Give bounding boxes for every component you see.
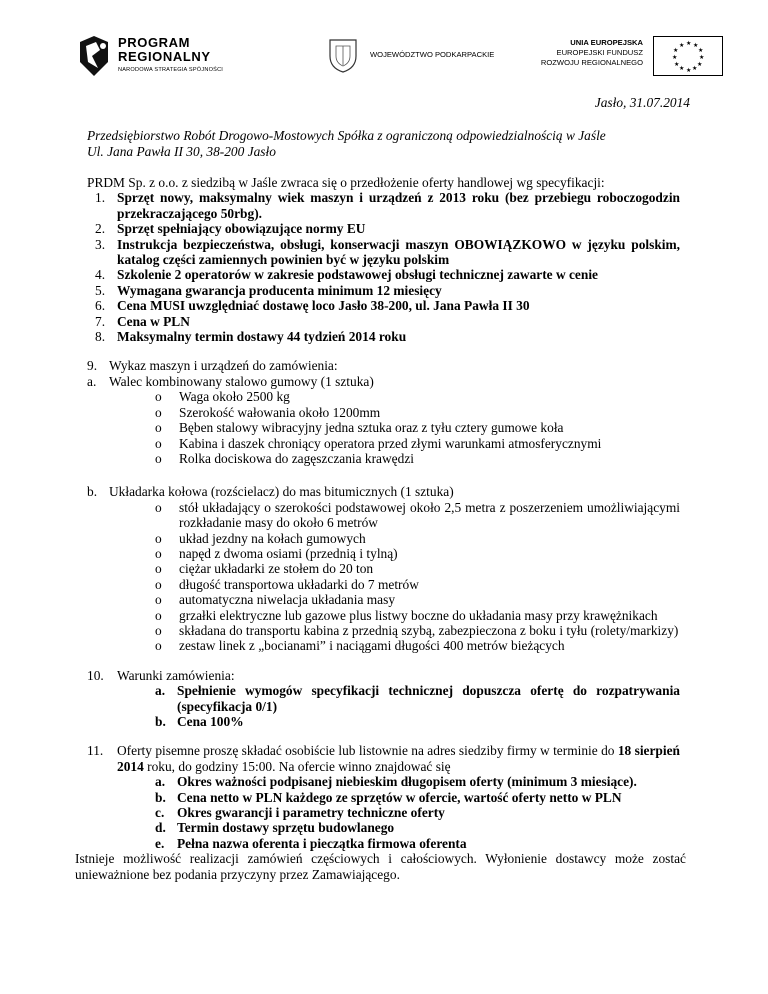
program-regionalny-emblem-icon — [74, 34, 114, 78]
addressee-line1: Przedsiębiorstwo Robót Drogowo-Mostowych Spółka z ograniczoną odpowiedzialnością w Jaśle — [87, 128, 606, 143]
conditions-heading: 10. Warunki zamówienia: — [87, 667, 235, 683]
svg-text:★: ★ — [693, 42, 699, 49]
offers-heading: 11. Oferty pisemne proszę składać osobiście lub listownie na adres siedziby firmy w terminie do 18 sierpień 2014 roku, do godziny 15:00. Na ofercie winno znajdować się — [87, 743, 680, 774]
addressee-line2: Ul. Jana Pawła II 30, 38-200 Jasło — [87, 144, 276, 159]
requirements-list — [87, 190, 680, 344]
condition-item: b. Cena 100% — [155, 714, 244, 729]
svg-text:★: ★ — [699, 54, 705, 61]
addressee-block — [87, 128, 606, 160]
conditions-list — [87, 683, 680, 729]
ue-line1: UNIA EUROPEJSKA — [570, 38, 643, 47]
list-item: o długość transportowa układarki do 7 metrów — [155, 576, 419, 592]
requirement-item: 1. Sprzęt nowy, maksymalny wiek maszyn i urządzeń z 2013 roku (bez przebiegu roboczogodzin przekraczającego 50rbg). — [95, 190, 680, 221]
requirement-item: 8. Maksymalny termin dostawy 44 tydzień 2014 roku — [95, 329, 407, 345]
offer-requirement-item: a. Okres ważności podpisanej niebieskim długopisem oferty (minimum 3 miesiące). — [155, 774, 637, 790]
wojewodztwo-logo — [326, 36, 516, 76]
svg-text:★: ★ — [674, 61, 680, 68]
list-item: o stół układający o szerokości podstawowej około 2,5 metra z poszerzeniem umożliwiającymi rozkładanie masy do około 6 metrów — [155, 499, 680, 531]
machine-b-heading: b. Układarka kołowa (rozścielacz) do mas bitumicznych (1 sztuka) — [87, 484, 454, 500]
ue-line2: EUROPEJSKI FUNDUSZ — [556, 48, 643, 57]
offers-text-before: Oferty pisemne proszę składać osobiście lub listownie na adres siedziby firmy w terminie do — [117, 743, 615, 759]
requirement-item: 4. Szkolenie 2 operatorów w zakresie podstawowej obsługi technicznej zawarte w cenie — [95, 267, 598, 283]
list-item: o zestaw linek z „bocianami” i naciągami długości 400 metrów bieżących — [155, 638, 565, 654]
intro-text: PRDM Sp. z o.o. z siedzibą w Jaśle zwraca się o przedłożenie oferty handlowej wg specyfikacji: — [87, 175, 605, 190]
offer-requirement-item: d. Termin dostawy sprzętu budowlanego — [155, 820, 395, 836]
requirement-item: 7. Cena w PLN — [95, 313, 190, 329]
offers-text-after: roku, do godziny 15:00. Na ofercie winno znajdować się — [147, 758, 451, 774]
requirement-item: 2. Sprzęt spełniający obowiązujące normy EU — [95, 221, 366, 237]
wojewodztwo-label: WOJEWÓDZTWO PODKARPACKIE — [370, 50, 495, 59]
list-item: o Szerokość wałowania około 1200mm — [155, 404, 381, 420]
list-item: o grzałki elektryczne lub gazowe plus listwy boczne do układania masy przy krawężnikach — [155, 607, 658, 623]
list-item: o Kabina i daszek chroniący operatora przed złymi warunkami atmosferycznymi — [155, 435, 602, 451]
list-item: o napęd z dwoma osiami (przednią i tylną) — [155, 545, 398, 561]
requirement-item: 3. Instrukcja bezpieczeństwa, obsługi, konserwacji maszyn OBOWIĄZKOWO w języku polskim, katalog części zamiennych powinien być w języku polskim — [95, 236, 680, 268]
svg-text:★: ★ — [697, 61, 703, 68]
ue-line3: ROZWOJU REGIONALNEGO — [540, 58, 643, 67]
list-item: o automatyczna niwelacja układania masy — [155, 592, 396, 608]
eu-logo — [535, 36, 725, 76]
letter-date: Jasło, 31.07.2014 — [594, 95, 690, 110]
offer-requirement-item: c. Okres gwarancji i parametry techniczne oferty — [155, 805, 445, 821]
svg-text:★: ★ — [679, 42, 685, 49]
svg-text:★: ★ — [673, 47, 679, 54]
offers-deadline: 18 sierpień 2014 — [117, 743, 680, 774]
program-line2: REGIONALNY — [118, 49, 211, 64]
list-item: o składana do transportu kabina z przednią szybą, zabezpieczona z boku i tyłu (rolety/markizy) — [155, 622, 679, 638]
offer-requirement-item: b. Cena netto w PLN każdego ze sprzętów w ofercie, wartość oferty netto w PLN — [155, 789, 622, 805]
closing-text: Istnieje możliwość realizacji zamówień częściowych i całościowych. Wyłonienie dostawcy może zostać unieważnione bez podania przyczyny przez Zamawiającego. — [75, 851, 686, 882]
condition-item: a. Spełnienie wymogów specyfikacji technicznej dopuszcza ofertę do rozpatrywania (specyfikacja 0/1) — [155, 683, 680, 714]
program-line1: PROGRAM — [118, 35, 191, 50]
svg-text:★: ★ — [686, 67, 692, 74]
svg-text:★: ★ — [679, 65, 685, 72]
eu-flag-icon — [653, 36, 723, 76]
offers-list — [87, 774, 680, 851]
offer-requirement-item: e. Pełna nazwa oferenta i pieczątka firmowa oferenta — [155, 835, 467, 851]
list-item: o Rolka dociskowa do zagęszczania krawędzi — [155, 450, 414, 466]
svg-text:★: ★ — [672, 54, 678, 61]
list-item: o układ jezdny na kołach gumowych — [155, 530, 366, 546]
coat-of-arms-icon — [326, 36, 360, 74]
machines-heading: 9. Wykaz maszyn i urządzeń do zamówienia: — [87, 358, 338, 374]
requirement-item: 5. Wymagana gwarancja producenta minimum 12 miesięcy — [95, 282, 442, 298]
letterhead — [0, 24, 768, 84]
machine-a-heading: a. Walec kombinowany stalowo gumowy (1 sztuka) — [87, 373, 374, 389]
svg-text:★: ★ — [686, 40, 692, 47]
list-item: o Waga około 2500 kg — [155, 389, 290, 405]
svg-text:★: ★ — [698, 47, 704, 54]
letter-body — [75, 175, 686, 882]
program-line3: NARODOWA STRATEGIA SPÓJNOŚCI — [118, 67, 224, 73]
requirement-item: 6. Cena MUSI uwzględniać dostawę loco Jasło 38-200, ul. Jana Pawła II 30 — [95, 298, 530, 314]
list-item: o Bęben stalowy wibracyjny jedna sztuka oraz z tyłu cztery gumowe koła — [155, 420, 564, 436]
machine-b-list — [87, 500, 680, 654]
list-item: o ciężar układarki ze stołem do 20 ton — [155, 561, 374, 577]
machine-a-list — [87, 389, 680, 466]
svg-text:★: ★ — [692, 65, 698, 72]
program-regionalny-logo — [74, 34, 244, 82]
